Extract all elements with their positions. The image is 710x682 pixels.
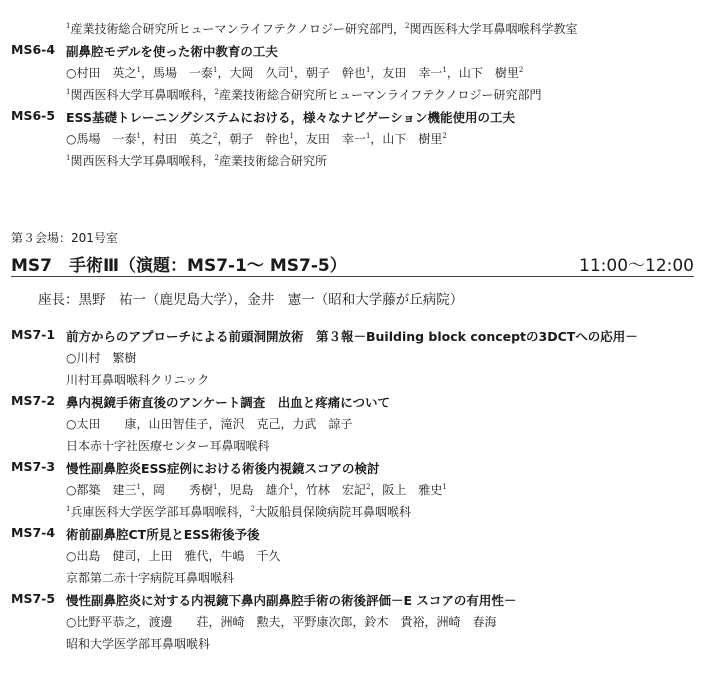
author-name: ，山下 樹里 — [370, 132, 443, 146]
abstract-authors: ○出島 健司，上田 雅代，牛嶋 千久 — [66, 549, 281, 563]
affiliation-marker: 1 — [66, 505, 71, 513]
affiliation-marker: 2 — [250, 505, 255, 513]
affiliation-text: 関西医科大学耳鼻咽喉科， — [70, 88, 215, 102]
affiliation-text: 産業技術総合研究所ヒューマンライフテクノロジー研究部門， — [70, 22, 406, 36]
session-title: MS7 手術Ⅲ（演題：MS7-1～ MS7-5） — [11, 256, 347, 276]
author-name: ，朝子 幹也 — [217, 132, 290, 146]
author-name: ○馬場 一泰 — [66, 132, 137, 146]
author-marker: 2 — [518, 66, 524, 74]
author-name: ，岡 秀樹 — [140, 483, 213, 497]
affiliation-line: 京都第二赤十字病院耳鼻咽喉科 — [66, 571, 235, 585]
affiliation-line: 日本赤十字社医療センター耳鼻咽喉科 — [66, 439, 270, 453]
abstract-title: ESS基礎トレーニングシステムにおける，様々なナビゲーション機能使用の工夫 — [66, 110, 515, 125]
abstract-title: 術前副鼻腔CT所見とESS術後予後 — [66, 527, 260, 542]
session-time: 11:00～12:00 — [579, 256, 694, 276]
affiliation-text: 産業技術総合研究所 — [218, 154, 327, 168]
affiliation-line — [66, 20, 578, 37]
abstract-authors — [66, 130, 447, 147]
affiliation-line — [66, 152, 327, 169]
author-marker: 1 — [212, 66, 218, 74]
affiliation-text: 関西医科大学耳鼻咽喉科， — [70, 154, 215, 168]
abstract-authors: ○比野平恭之，渡邊 荘，洲崎 勲夫，平野康次郎，鈴木 貴裕，洲崎 春海 — [66, 615, 497, 629]
author-name: ○都築 建三 — [66, 483, 137, 497]
author-name: ，大岡 久司 — [217, 66, 290, 80]
author-marker: 2 — [212, 132, 218, 140]
abstract-title: 鼻内視鏡手術直後のアンケート調査 出血と疼痛について — [66, 395, 391, 410]
author-marker: 1 — [136, 483, 141, 491]
affiliation-text: 関西医科大学耳鼻咽喉科学教室 — [409, 22, 578, 36]
affiliation-marker: 2 — [405, 22, 410, 30]
affiliation-text: 産業技術総合研究所ヒューマンライフテクノロジー研究部門 — [218, 88, 542, 102]
abstract-code: MS7-5 — [11, 591, 56, 606]
author-marker: 2 — [442, 132, 447, 140]
abstract-title: 前方からのアプローチによる前頭洞開放術 第３報－Building block conceptの3DCTへの応用－ — [66, 329, 638, 344]
abstract-code: MS7-1 — [11, 327, 56, 342]
author-marker: 1 — [442, 483, 447, 491]
author-marker: 1 — [136, 66, 141, 74]
abstract-authors: ○太田 康，山田智佳子，滝沢 克己，力武 諒子 — [66, 417, 353, 431]
affiliation-line: 川村耳鼻咽喉科クリニック — [66, 373, 210, 387]
affiliation-marker: 2 — [214, 154, 219, 162]
affiliation-marker: 1 — [66, 22, 71, 30]
author-marker: 1 — [212, 483, 218, 491]
author-name: ，阪上 雅史 — [370, 483, 443, 497]
abstract-title: 慢性副鼻腔炎に対する内視鏡下鼻内副鼻腔手術の術後評価－E スコアの有用性－ — [66, 593, 517, 608]
affiliation-line — [66, 86, 542, 103]
affiliation-text: 兵庫医科大学医学部耳鼻咽喉科， — [70, 505, 251, 519]
author-marker: 2 — [365, 483, 371, 491]
session-chairs: 座長：黒野 祐一（鹿児島大学），金井 憲一（昭和大学藤が丘病院） — [38, 292, 464, 308]
author-name: ，友田 幸一 — [370, 66, 443, 80]
abstract-code: MS7-4 — [11, 525, 56, 540]
abstract-title: 副鼻腔モデルを使った術中教育の工夫 — [66, 44, 278, 59]
affiliation-line: 昭和大学医学部耳鼻咽喉科 — [66, 637, 211, 651]
abstract-title: 慢性副鼻腔炎ESS症例における術後内視鏡スコアの検討 — [66, 461, 380, 476]
author-marker: 1 — [289, 483, 294, 491]
abstract-authors: ○川村 繁樹 — [66, 351, 137, 365]
abstract-authors — [66, 481, 447, 498]
abstract-code: MS7-2 — [11, 393, 56, 408]
abstract-code: MS6-4 — [11, 42, 56, 57]
abstract-authors — [66, 64, 523, 81]
author-marker: 1 — [289, 66, 294, 74]
affiliation-line — [66, 503, 411, 520]
session-venue: 第３会場：201号室 — [11, 231, 118, 245]
affiliation-marker: 1 — [66, 154, 71, 162]
author-name: ，友田 幸一 — [293, 132, 366, 146]
affiliation-marker: 1 — [66, 88, 71, 96]
author-name: ○村田 英之 — [66, 66, 137, 80]
author-name: ，馬場 一泰 — [140, 66, 213, 80]
author-marker: 1 — [442, 66, 447, 74]
author-name: ，竹林 宏記 — [293, 483, 366, 497]
abstract-code: MS7-3 — [11, 459, 56, 474]
author-name: ，山下 樹里 — [446, 66, 519, 80]
author-marker: 1 — [365, 132, 371, 140]
author-name: ，村田 英之 — [140, 132, 213, 146]
session-divider — [11, 276, 694, 277]
affiliation-text: 大阪船員保険病院耳鼻咽喉科 — [254, 505, 411, 519]
abstract-code: MS6-5 — [11, 108, 56, 123]
author-marker: 1 — [289, 132, 294, 140]
affiliation-marker: 2 — [214, 88, 219, 96]
author-marker: 1 — [136, 132, 141, 140]
author-marker: 1 — [365, 66, 371, 74]
author-name: ，朝子 幹也 — [293, 66, 366, 80]
author-name: ，児島 雄介 — [217, 483, 290, 497]
